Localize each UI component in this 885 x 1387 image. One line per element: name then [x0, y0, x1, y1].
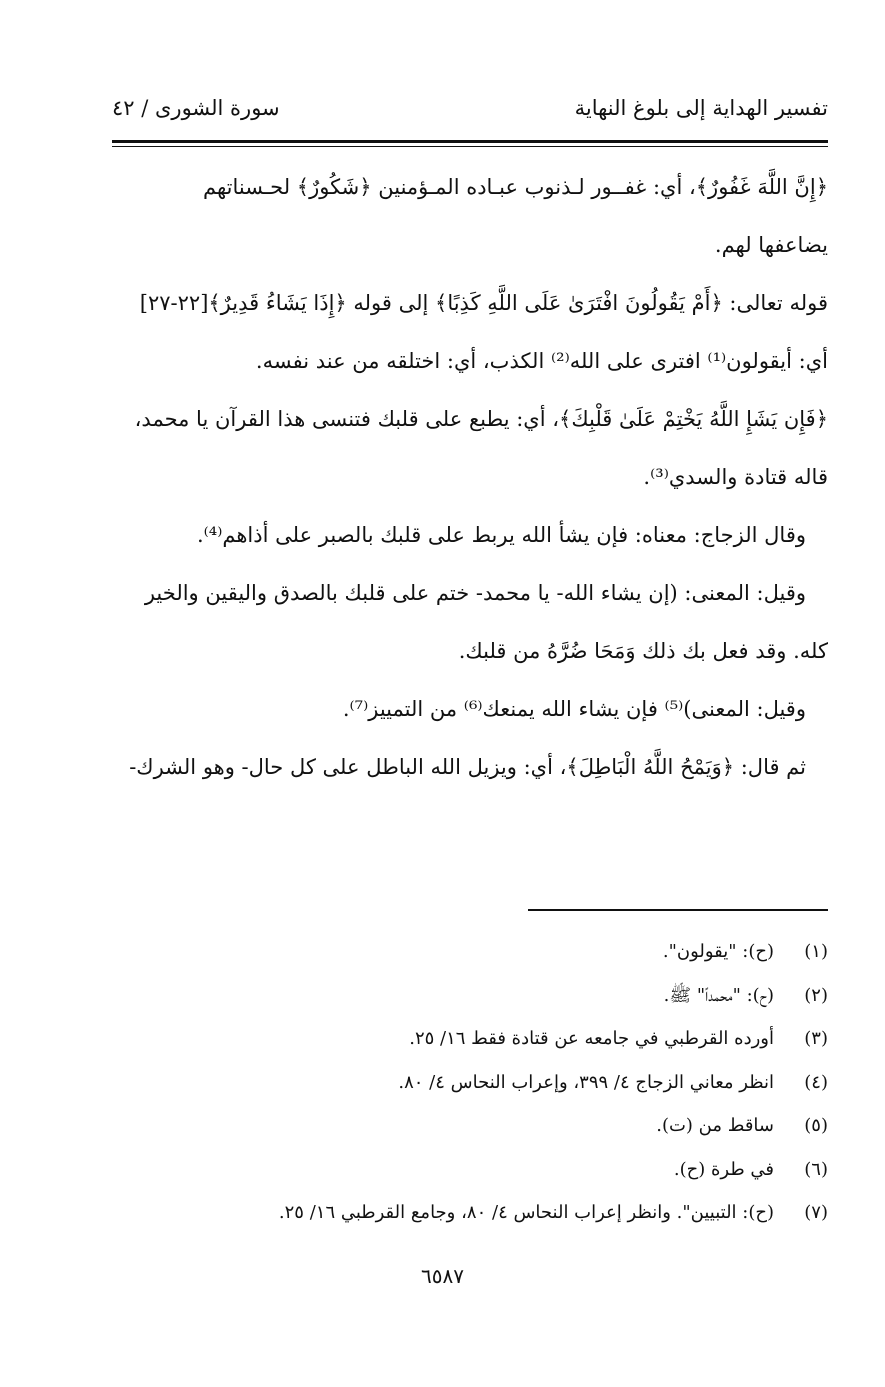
footnote-number: (٥): [804, 1115, 828, 1136]
text-line: ﴿فَإِن يَشَإِ اللَّهُ يَخْتِمْ عَلَىٰ قَلْبِكَ﴾، أي: يطبع على قلبك فتنسى هذا القرآن يا محمد،: [134, 407, 828, 431]
text-line: وقيل: المعنى)⁽⁵⁾ فإن يشاء الله يمنعك⁽⁶⁾ من التمييز⁽⁷⁾.: [342, 697, 806, 721]
footnote-text: (ح): "محمداً" ﷺ.: [663, 984, 774, 1006]
footnote-item: [112, 930, 828, 974]
header-rule-thick: [112, 140, 828, 143]
footnote-item: [112, 974, 828, 1018]
footnote-number: (٦): [804, 1158, 828, 1180]
footnote-text: (ح): "يقولون".: [662, 941, 774, 962]
footnotes: [112, 930, 828, 1235]
text-line: قوله تعالى: ﴿أَمْ يَقُولُونَ افْتَرَىٰ عَلَى اللَّهِ كَذِبًا﴾ إلى قوله ﴿إِذَا يَشَاءُ قَدِيرٌ﴾[٢٢-٢٧]: [139, 291, 828, 315]
text-line: وقال الزجاج: معناه: فإن يشأ الله يربط على قلبك بالصبر على أذاهم⁽⁴⁾.: [196, 523, 806, 547]
footnote-item: [112, 1191, 828, 1235]
footnote-text: ساقط من (ت).: [656, 1115, 774, 1136]
text-line: ثم قال: ﴿وَيَمْحُ اللَّهُ الْبَاطِلَ﴾، أي: ويزيل الله الباطل على كل حال- وهو الشرك-: [129, 755, 806, 779]
footnote-text: أورده القرطبي في جامعه عن قتادة فقط ١٦/ ٢٥.: [409, 1028, 774, 1049]
footnote-number: (٤): [804, 1071, 828, 1093]
footnote-item: [112, 1104, 828, 1148]
footnote-number: (٣): [804, 1028, 828, 1049]
text-line: كله. وقد فعل بك ذلك وَمَحَا ضُرَّهُ من قلبك.: [458, 639, 828, 663]
footnote-separator: [528, 909, 828, 911]
page-header: [112, 92, 828, 132]
footnote-item: [112, 1017, 828, 1061]
text-line: ﴿إِنَّ اللَّهَ غَفُورٌ﴾، أي: غفــور لـذنوب عبـاده المـؤمنين ﴿شَكُورٌ﴾ لحـسناتهم: [203, 175, 828, 199]
main-text: [112, 158, 828, 796]
text-line: أي: أيقولون⁽¹⁾ افترى على الله⁽²⁾ الكذب، أي: اختلقه من عند نفسه.: [255, 349, 828, 373]
text-line: قاله قتادة والسدي⁽³⁾.: [643, 465, 828, 489]
footnote-item: [112, 1148, 828, 1192]
footnote-text: انظر معاني الزجاج ٤/ ٣٩٩، وإعراب النحاس ٤/ ٨٠.: [398, 1071, 774, 1093]
footnote-text: (ح): التبيين". وانظر إعراب النحاس ٤/ ٨٠، وجامع القرطبي ١٦/ ٢٥.: [278, 1202, 774, 1223]
header-rule-thin: [112, 146, 828, 147]
text-line: يضاعفها لهم.: [714, 233, 828, 257]
surah-label: سورة الشورى / ٤٢: [112, 96, 280, 120]
footnote-item: [112, 1061, 828, 1105]
page-number: ٦٥٨٧: [421, 1264, 464, 1288]
footnote-text: في طرة (ح).: [673, 1158, 774, 1180]
footnote-number: (٧): [804, 1202, 828, 1223]
book-title: تفسير الهداية إلى بلوغ النهاية: [574, 96, 828, 120]
footnote-number: (٢): [804, 984, 828, 1006]
footnote-number: (١): [804, 941, 828, 962]
text-line: وقيل: المعنى: (إن يشاء الله- يا محمد- ختم على قلبك بالصدق واليقين والخير: [144, 581, 806, 605]
